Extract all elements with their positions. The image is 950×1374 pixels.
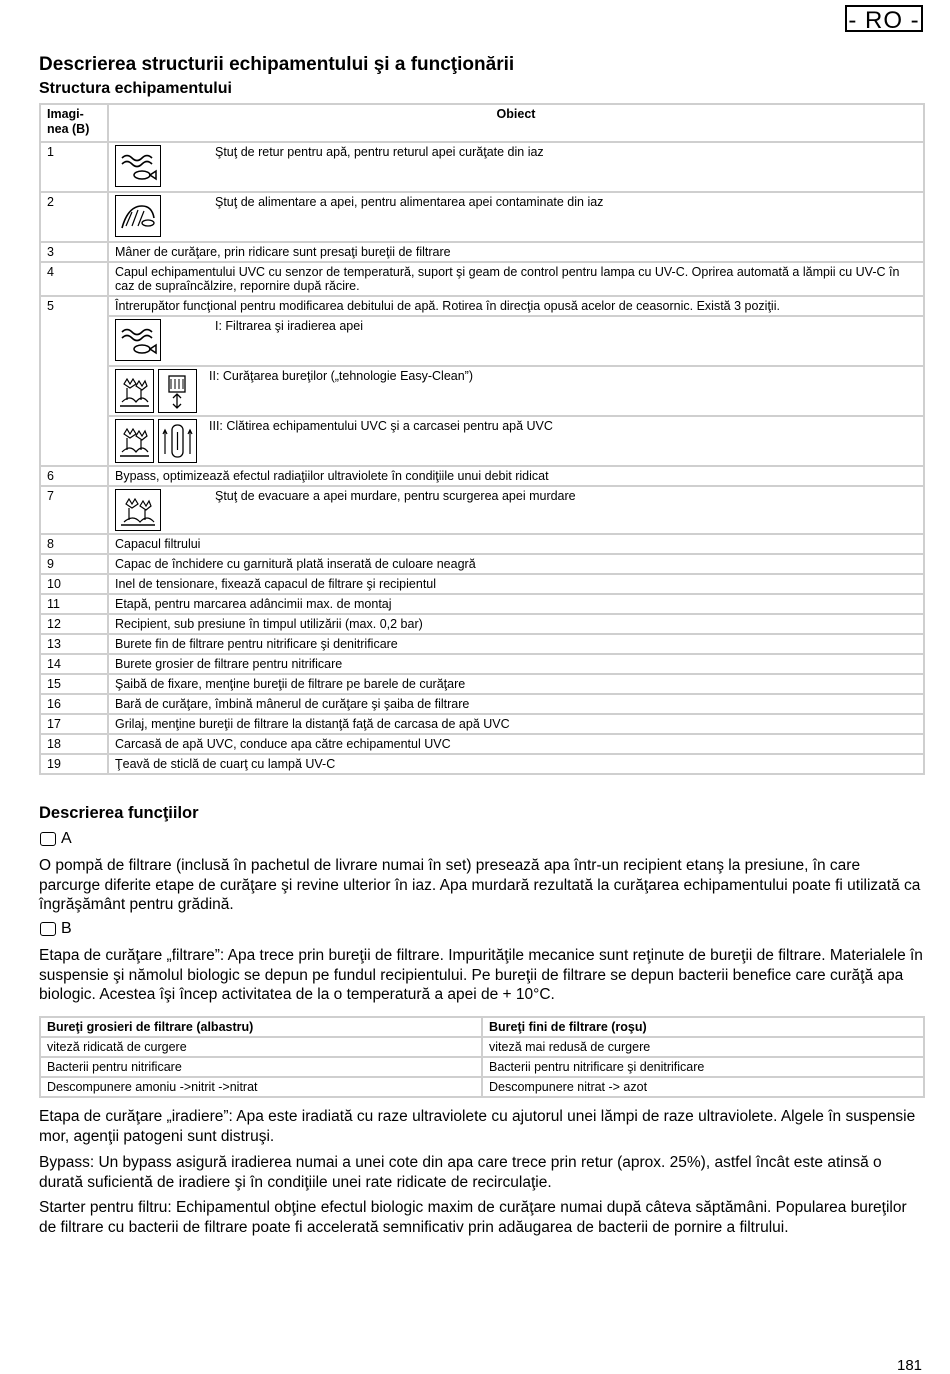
table-cell: viteză ridicată de curgere <box>40 1037 482 1057</box>
table-row <box>40 594 924 614</box>
paragraph-b: Etapa de curăţare „filtrare”: Apa trece prin bureţii de filtrare. Impurităţile mecanice sunt reţinute de bureţii de filtrare. Materialele în suspensie şi nămolul biologic se depun pe fundul recipientului. Pe bureţii de filtrare se depun bacterii benefice care curăţă apa biologic. Acestea îşi încep activitatea de la o temperatură a apei de + 10°C. <box>39 947 923 1003</box>
row-object: Grilaj, menţine bureţii de filtrare la distanţă faţă de carcasa de apă UVC <box>108 714 924 734</box>
row-object: Etapă, pentru marcarea adâncimii max. de montaj <box>108 594 924 614</box>
table-cell: viteză mai redusă de curgere <box>482 1037 924 1057</box>
table-row <box>40 192 924 242</box>
row-text: Ştuţ de retur pentru apă, pentru returul apei curăţate din iaz <box>215 145 544 159</box>
figure-ref-icon <box>40 832 56 846</box>
garden-flower-icon <box>115 369 154 413</box>
row-number: 8 <box>40 534 108 554</box>
table-row <box>40 574 924 594</box>
fish-water-icon <box>115 319 161 361</box>
table-row <box>40 316 924 366</box>
row-number: 12 <box>40 614 108 634</box>
fish-water-icon <box>115 145 161 187</box>
paragraph-starter: Starter pentru filtru: Echipamentul obţine efectul biologic maxim de curăţare numai după câteva săptămâni. Popularea bureţilor de filtrare cu bacterii de filtrare poate fi accelerată semnificativ prin adăugarea de bacterii de pornire a filtrului. <box>39 1199 907 1236</box>
figure-ref-b <box>40 920 72 938</box>
row-object: Burete grosier de filtrare pentru nitrificare <box>108 654 924 674</box>
table-row <box>40 262 924 296</box>
table-row <box>40 734 924 754</box>
table-row <box>40 754 924 774</box>
table-row <box>40 242 924 262</box>
table-row <box>40 142 924 192</box>
row-number: 2 <box>40 192 108 242</box>
table-row <box>40 554 924 574</box>
row-object: Şaibă de fixare, menţine bureţii de filtrare pe barele de curăţare <box>108 674 924 694</box>
row-number: 1 <box>40 142 108 192</box>
row-object: Bypass, optimizează efectul radiaţiilor ultraviolete în condiţiile unui debit ridicat <box>108 466 924 486</box>
table-row <box>40 1037 924 1057</box>
row-number: 17 <box>40 714 108 734</box>
row-number: 13 <box>40 634 108 654</box>
garden-flower-icon <box>115 419 154 463</box>
page-number: 181 <box>897 1357 923 1374</box>
col-image-header: Imagi-nea (B) <box>40 104 108 142</box>
row-object: Capac de închidere cu garnitură plată inserată de culoare neagră <box>108 554 924 574</box>
language-tag: - RO - <box>845 5 923 32</box>
row-text: Ştuţ de alimentare a apei, pentru alimentarea apei contaminate din iaz <box>215 195 604 209</box>
table-row <box>40 534 924 554</box>
figure-ref-label: B <box>61 920 72 937</box>
row-object <box>108 192 924 242</box>
table-row <box>40 654 924 674</box>
fine-sponge-header: Bureţi fini de filtrare (roşu) <box>482 1017 924 1037</box>
table-row <box>40 366 924 416</box>
paragraph-bypass: Bypass: Un bypass asigură iradierea numai a unei cote din apa care trece prin retur (aprox. 25%), astfel încât este atinsă o durată suficientă de iradiere şi în condiţiile unei rate ridicate de recirculaţie. <box>39 1154 882 1191</box>
row-number: 19 <box>40 754 108 774</box>
table-row <box>40 1057 924 1077</box>
row-object: Întrerupător funcţional pentru modificarea debitului de apă. Rotirea în direcţia opusă acelor de ceasornic. Există 3 poziţii. <box>108 296 924 316</box>
row-object: Carcasă de apă UVC, conduce apa către echipamentul UVC <box>108 734 924 754</box>
figure-ref-label: A <box>61 830 72 847</box>
uvc-rinse-icon-group <box>115 419 197 463</box>
row-number: 18 <box>40 734 108 754</box>
row-object: Inel de tensionare, fixează capacul de filtrare şi recipientul <box>108 574 924 594</box>
row-object: Burete fin de filtrare pentru nitrificare şi denitrificare <box>108 634 924 654</box>
row-text: Ştuţ de evacuare a apei murdare, pentru scurgerea apei murdare <box>215 489 576 503</box>
table-row <box>40 674 924 694</box>
row-object: Ţeavă de sticlă de cuarţ cu lampă UV-C <box>108 754 924 774</box>
table-cell: Descompunere nitrat -> azot <box>482 1077 924 1097</box>
dirty-fish-icon <box>115 195 161 237</box>
table-row <box>40 296 924 316</box>
row-number: 7 <box>40 486 108 534</box>
row-number: 11 <box>40 594 108 614</box>
row-object: Recipient, sub presiune în timpul utilizării (max. 0,2 bar) <box>108 614 924 634</box>
table-header-row <box>40 1017 924 1037</box>
coarse-sponge-header: Bureţi grosieri de filtrare (albastru) <box>40 1017 482 1037</box>
row-number: 10 <box>40 574 108 594</box>
row-number: 3 <box>40 242 108 262</box>
sponge-press-icon <box>158 369 197 413</box>
row-number: 9 <box>40 554 108 574</box>
row-object <box>108 366 924 416</box>
section-title: Structura echipamentului <box>39 80 232 97</box>
table-row <box>40 466 924 486</box>
row-object <box>108 416 924 466</box>
row-number: 14 <box>40 654 108 674</box>
table-header-row <box>40 104 924 142</box>
table-row <box>40 486 924 534</box>
paragraph-a: O pompă de filtrare (inclusă în pachetul de livrare numai în set) presează apa într-un recipient etanş la presiune, în care parcurge diferite etape de curăţare şi revine ulterior în iaz. Apa murdară rezultată la curăţarea echipamentului poate fi utilizată ca îngrăşământ pentru grădină. <box>39 857 921 913</box>
table-row <box>40 694 924 714</box>
table-row <box>40 614 924 634</box>
sponges-table <box>39 1016 925 1098</box>
row-text: II: Curăţarea bureţilor („tehnologie Easy-Clean”) <box>209 369 474 383</box>
row-number: 4 <box>40 262 108 296</box>
row-number: 5 <box>40 296 108 466</box>
table-row <box>40 634 924 654</box>
row-object <box>108 142 924 192</box>
row-object: Capul echipamentului UVC cu senzor de temperatură, suport şi geam de control pentru lampa cu UV-C. Oprirea automată a lămpii cu UV-C în caz de supraîncălzire, repornire după răcire. <box>108 262 924 296</box>
figure-ref-a <box>40 830 72 848</box>
paragraph-irradiation: Etapa de curăţare „iradiere”: Apa este iradiată cu raze ultraviolete cu ajutorul unei lămpi de raze ultraviolete. Algele în suspensie mor, agenţii patogeni sunt distruşi. <box>39 1108 916 1145</box>
row-object: Capacul filtrului <box>108 534 924 554</box>
sponge-clean-icon-group <box>115 369 197 413</box>
row-number: 16 <box>40 694 108 714</box>
page-title: Descrierea structurii echipamentului şi a funcţionării <box>39 54 515 75</box>
table-row <box>40 714 924 734</box>
col-object-header: Obiect <box>108 104 924 142</box>
row-number: 6 <box>40 466 108 486</box>
row-text: III: Clătirea echipamentului UVC şi a carcasei pentru apă UVC <box>209 419 553 433</box>
figure-ref-icon <box>40 922 56 936</box>
row-object <box>108 316 924 366</box>
row-object: Mâner de curăţare, prin ridicare sunt presaţi bureţii de filtrare <box>108 242 924 262</box>
row-object <box>108 486 924 534</box>
functions-heading: Descrierea funcţiilor <box>39 804 199 822</box>
structure-table <box>39 103 925 775</box>
table-row <box>40 1077 924 1097</box>
table-row <box>40 416 924 466</box>
uvc-lamp-icon <box>158 419 197 463</box>
table-cell: Descompunere amoniu ->nitrit ->nitrat <box>40 1077 482 1097</box>
row-text: I: Filtrarea şi iradierea apei <box>215 319 363 333</box>
row-object: Bară de curăţare, îmbină mânerul de curăţare şi şaiba de filtrare <box>108 694 924 714</box>
table-cell: Bacterii pentru nitrificare <box>40 1057 482 1077</box>
table-cell: Bacterii pentru nitrificare şi denitrificare <box>482 1057 924 1077</box>
garden-flower-icon <box>115 489 161 531</box>
row-number: 15 <box>40 674 108 694</box>
